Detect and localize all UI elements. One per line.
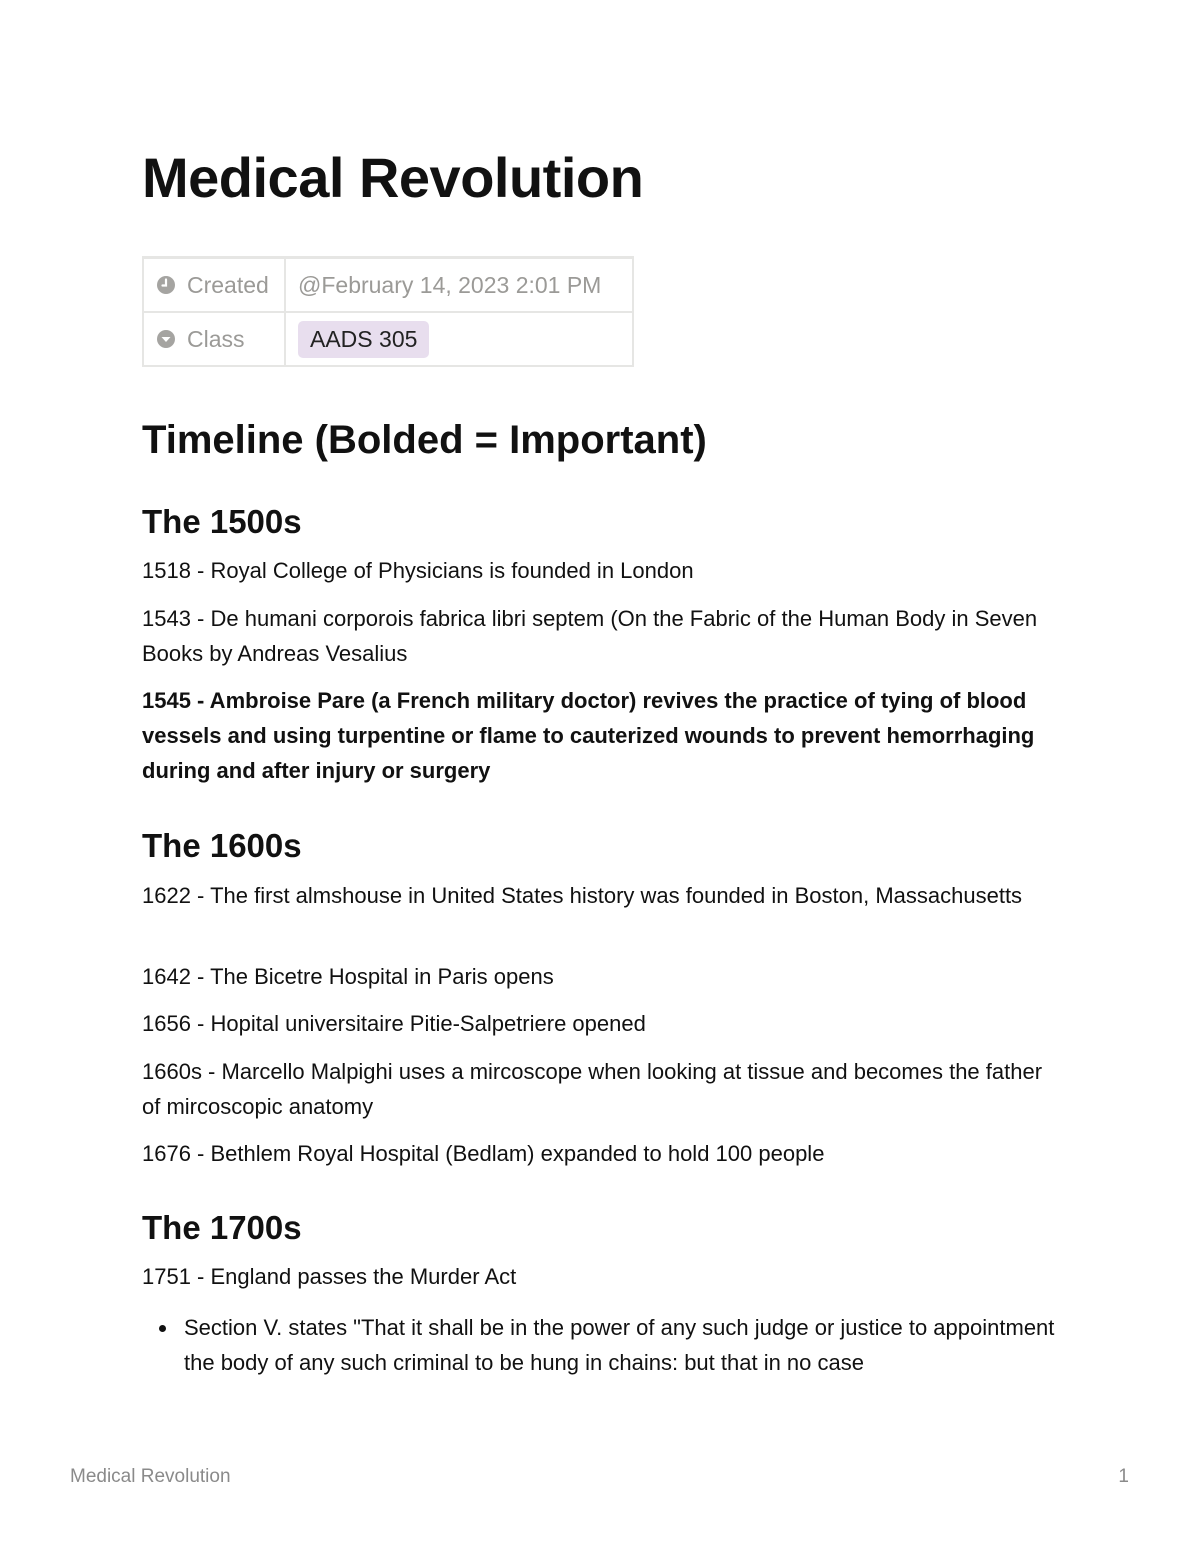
timeline-entry: 1642 - The Bicetre Hospital in Paris opens — [142, 964, 554, 989]
class-tag[interactable]: AADS 305 — [298, 321, 429, 358]
select-icon — [156, 329, 176, 349]
timeline-entry: 1751 - England passes the Murder Act — [142, 1264, 517, 1289]
property-row-class — [143, 312, 633, 366]
timeline-entry: 1656 - Hopital universitaire Pitie-Salpetriere opened — [142, 1011, 646, 1036]
bullet-text: Section V. states "That it shall be in the power of any such judge or justice to appointment the body of any such criminal to be hung in chains: but that in no case — [184, 1315, 1055, 1375]
timeline-entry: 1543 - De humani corporois fabrica libri septem (On the Fabric of the Human Body in Seven Books by Andreas Vesalius — [142, 606, 1038, 666]
property-key-class[interactable] — [143, 312, 285, 366]
section-heading-1500s: The 1500s — [142, 503, 302, 540]
page-number: 1 — [1118, 1466, 1129, 1487]
property-label-class: Class — [187, 325, 245, 352]
bullet-dot-icon — [159, 1325, 166, 1332]
timeline-entry-important: 1545 - Ambroise Pare (a French military doctor) revives the practice of tying of blood vessels and using turpentine or flame to cauterized wounds to prevent hemorrhaging during and after injury or surgery — [142, 688, 1035, 783]
created-date: @February 14, 2023 2:01 PM — [298, 271, 602, 298]
property-label-created: Created — [187, 271, 269, 298]
timeline-heading: Timeline (Bolded = Important) — [142, 418, 707, 462]
section-heading-1700s: The 1700s — [142, 1209, 302, 1246]
property-key-created[interactable] — [143, 258, 285, 313]
bulleted-list-item — [142, 1310, 1062, 1380]
section-heading-1600s: The 1600s — [142, 827, 302, 864]
property-value-class[interactable] — [285, 312, 633, 366]
clock-icon — [156, 275, 176, 295]
timeline-entry: 1660s - Marcello Malpighi uses a mircoscope when looking at tissue and becomes the father of mircoscopic anatomy — [142, 1059, 1043, 1119]
properties-table — [142, 256, 634, 367]
timeline-entry: 1622 - The first almshouse in United States history was founded in Boston, Massachusetts — [142, 883, 1023, 908]
footer-title: Medical Revolution — [70, 1466, 231, 1487]
property-row-created — [143, 258, 633, 313]
property-value-created[interactable] — [285, 258, 633, 313]
timeline-entry: 1676 - Bethlem Royal Hospital (Bedlam) expanded to hold 100 people — [142, 1141, 825, 1166]
timeline-entry: 1518 - Royal College of Physicians is founded in London — [142, 558, 694, 583]
page-title: Medical Revolution — [142, 146, 644, 209]
